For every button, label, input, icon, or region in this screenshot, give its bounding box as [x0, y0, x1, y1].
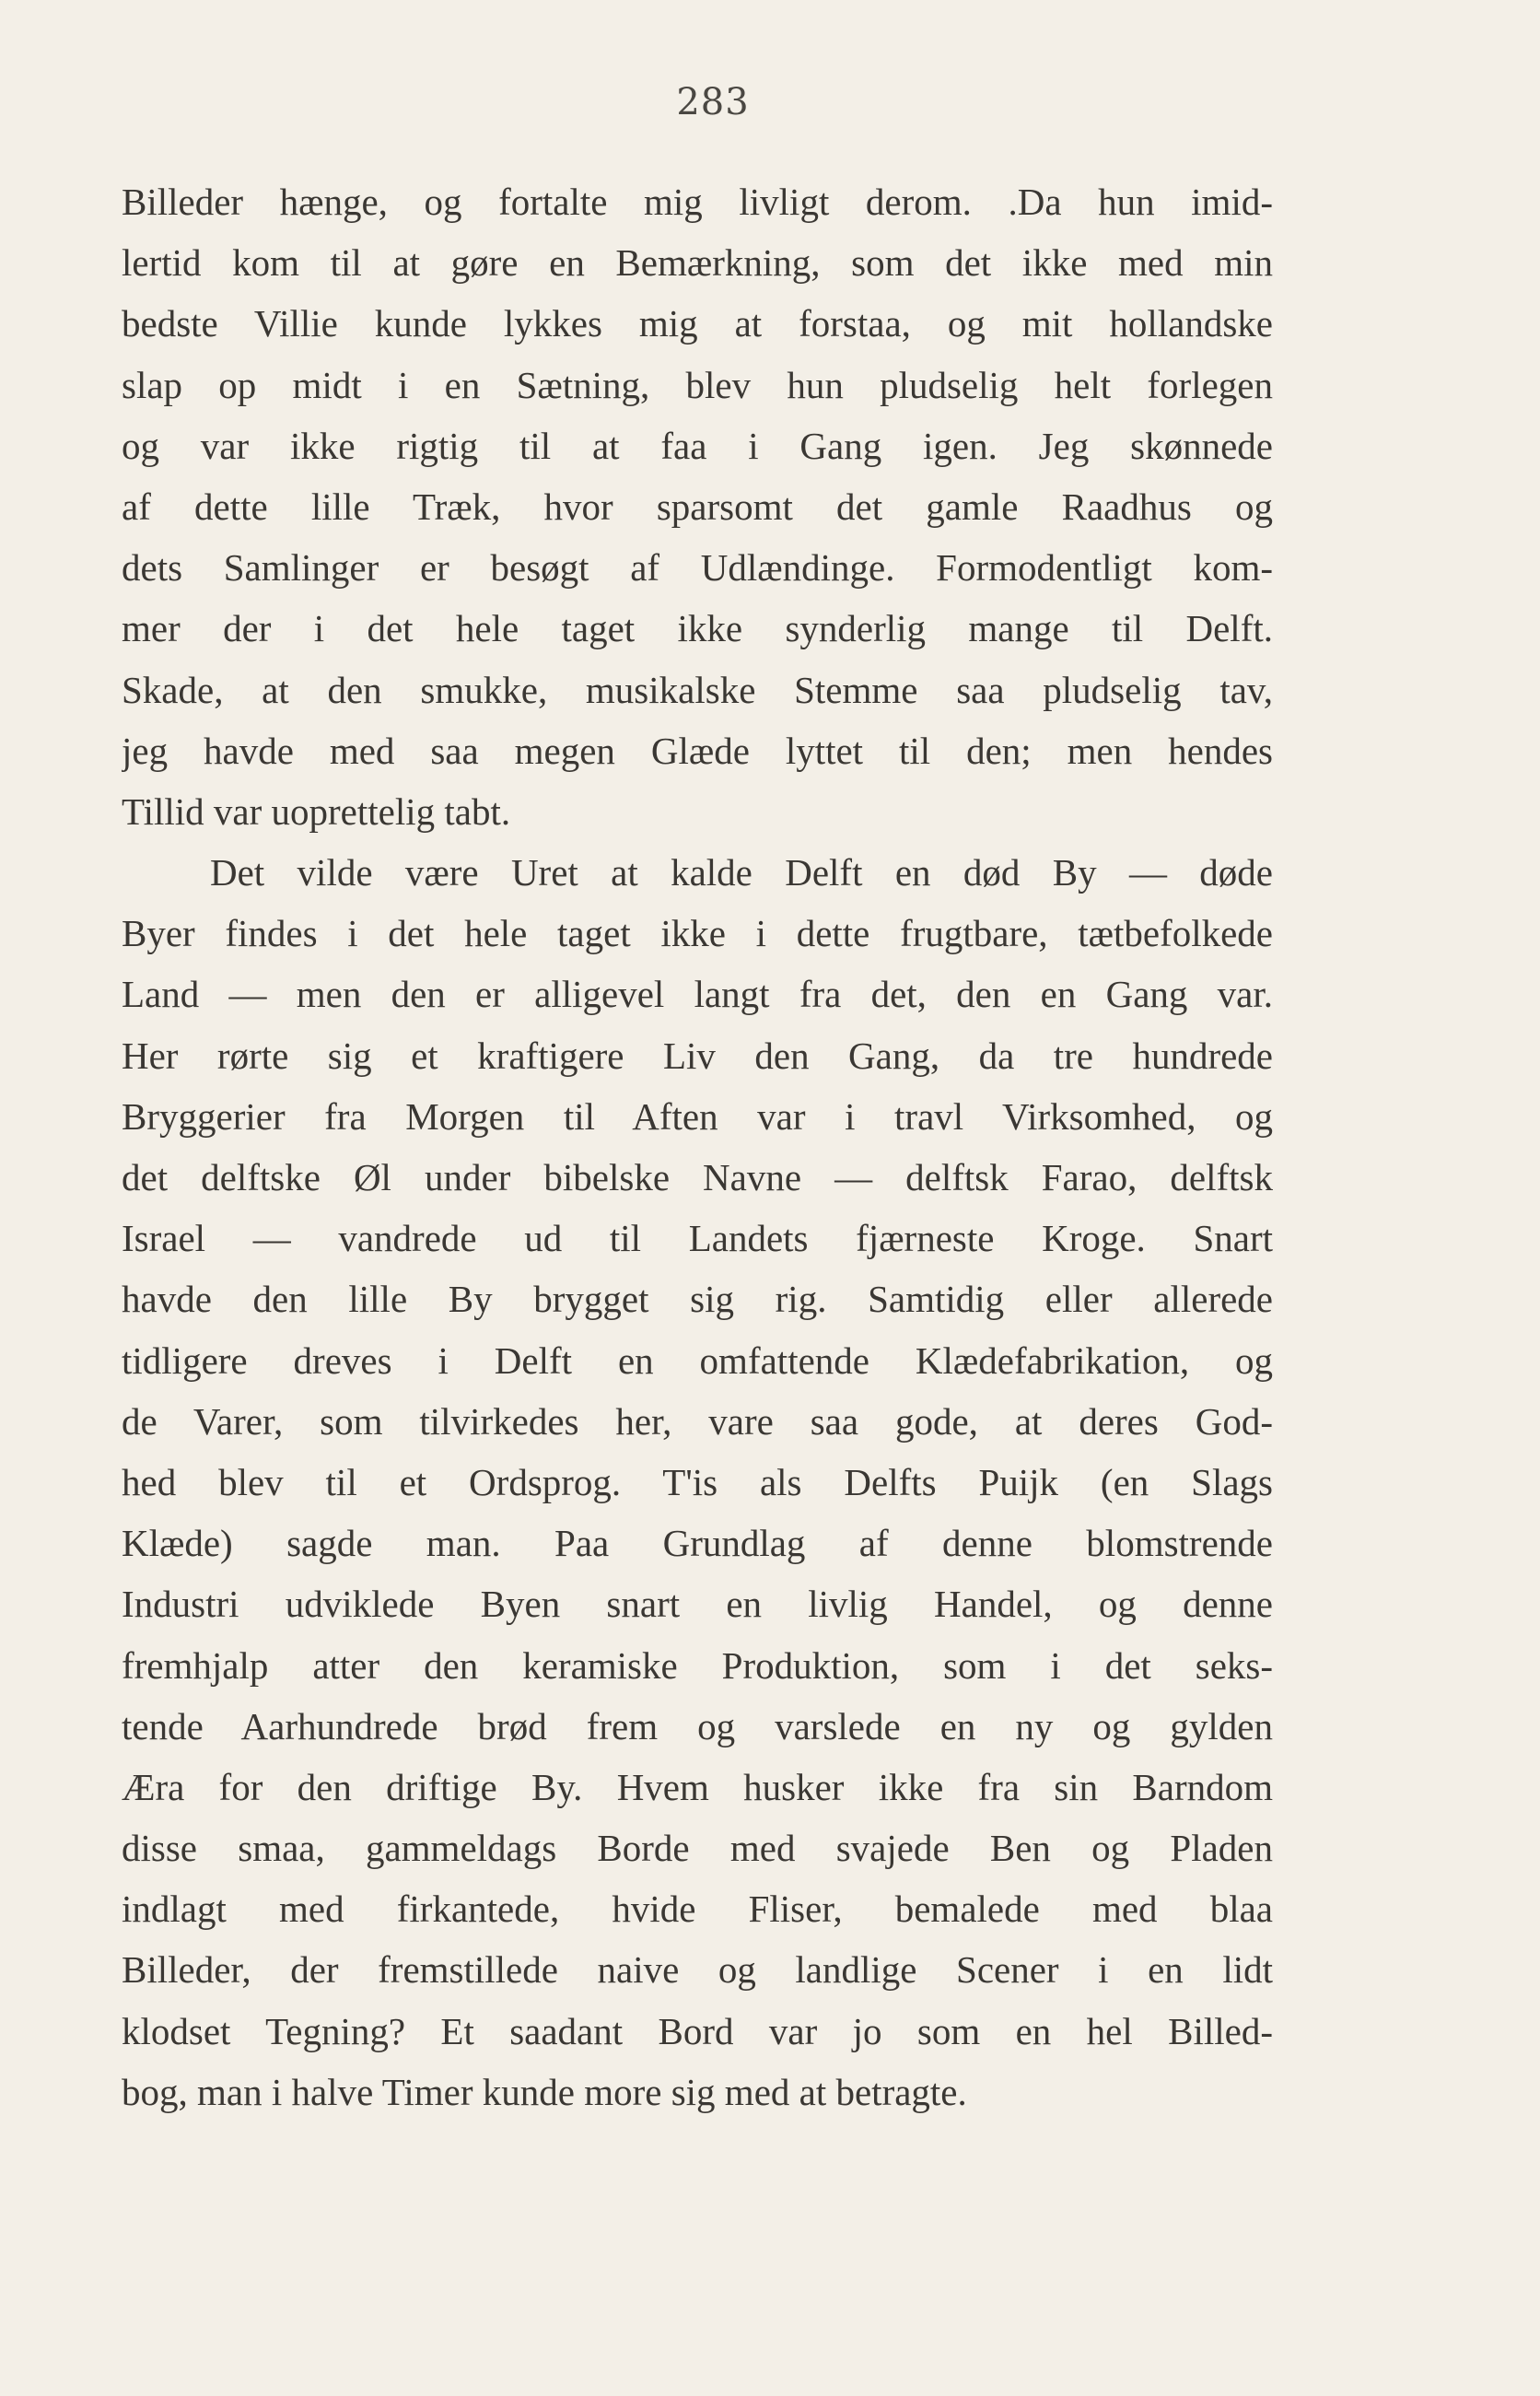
text-line: Billeder, der fremstillede naive og landlige Scener i en lidt	[122, 1948, 1273, 1992]
text-line: lertid kom til at gøre en Bemærkning, som det ikke med min	[122, 241, 1273, 285]
text-line: Billeder hænge, og fortalte mig livligt derom. .Da hun imid-	[122, 181, 1273, 223]
text-line: af dette lille Træk, hvor sparsomt det gamle Raadhus og	[122, 485, 1273, 528]
text-line: Her rørte sig et kraftigere Liv den Gang, da tre hundrede	[122, 1034, 1273, 1077]
text-line: Industri udviklede Byen snart en livlig Handel, og denne	[122, 1583, 1273, 1626]
text-line: og var ikke rigtig til at faa i Gang igen. Jeg skønnede	[122, 424, 1273, 467]
text-line: Det vilde være Uret at kalde Delft en død By — døde	[210, 851, 1273, 894]
text-line: bog, man i halve Timer kunde more sig med at betragte.	[122, 2070, 967, 2113]
text-line: klodset Tegning? Et saadant Bord var jo som en hel Billed-	[122, 2009, 1273, 2052]
page-number: 283	[676, 81, 750, 123]
text-line: Israel — vandrede ud til Landets fjærneste Kroge. Snart	[122, 1217, 1273, 1260]
text-line: de Varer, som tilvirkedes her, vare saa gode, at deres God-	[122, 1399, 1273, 1443]
text-line: fremhjalp atter den keramiske Produktion, som i det seks-	[122, 1643, 1273, 1687]
text-line: Skade, at den smukke, musikalske Stemme saa pludselig tav,	[122, 668, 1273, 711]
text-line: tidligere dreves i Delft en omfattende Klædefabrikation, og	[122, 1338, 1273, 1382]
text-line: hed blev til et Ordsprog. T'is als Delfts Puijk (en Slags	[122, 1460, 1273, 1503]
body-text	[122, 171, 1273, 2122]
text-line: Klæde) sagde man. Paa Grundlag af denne blomstrende	[122, 1522, 1273, 1565]
text-line: det delftske Øl under bibelske Navne — delftsk Farao, delftsk	[122, 1156, 1273, 1198]
text-line: Tillid var uoprettelig tabt.	[122, 789, 511, 833]
text-line: indlagt med firkantede, hvide Fliser, bemalede med blaa	[122, 1888, 1273, 1931]
text-line: jeg havde med saa megen Glæde lyttet til den; men hendes	[122, 729, 1273, 772]
text-line: Bryggerier fra Morgen til Aften var i travl Virksomhed, og	[122, 1094, 1273, 1138]
text-line: mer der i det hele taget ikke synderlig mange til Delft.	[122, 607, 1273, 650]
text-line: Land — men den er alligevel langt fra det, den en Gang var.	[122, 973, 1273, 1016]
text-line: dets Samlinger er besøgt af Udlændinge. Formodentligt kom-	[122, 546, 1273, 590]
text-line: slap op midt i en Sætning, blev hun pludselig helt forlegen	[122, 363, 1273, 406]
text-line: Byer findes i det hele taget ikke i dette frugtbare, tætbefolkede	[122, 912, 1273, 955]
text-line: tende Aarhundrede brød frem og varslede en ny og gylden	[122, 1704, 1273, 1747]
text-line: disse smaa, gammeldags Borde med svajede Ben og Pladen	[122, 1827, 1273, 1870]
text-line: Æra for den driftige By. Hvem husker ikke fra sin Barndom	[122, 1765, 1273, 1808]
text-line: bedste Villie kunde lykkes mig at forstaa, og mit hollandske	[122, 302, 1273, 345]
text-line: havde den lille By brygget sig rig. Samtidig eller allerede	[122, 1278, 1273, 1321]
